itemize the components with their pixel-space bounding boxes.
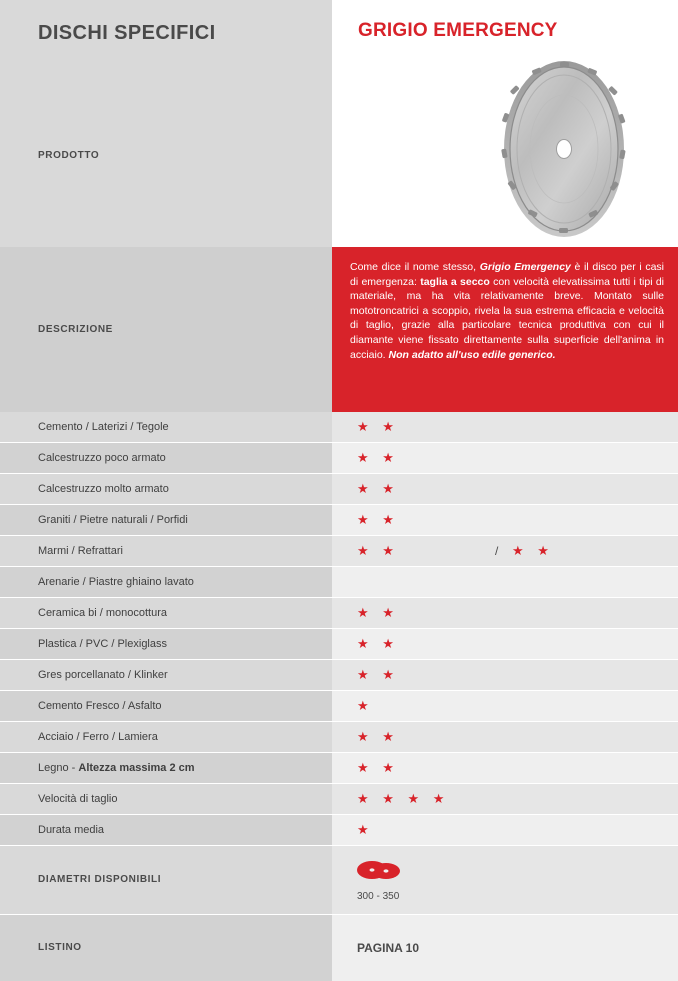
table-row	[0, 691, 678, 722]
row-label: Plastica / PVC / Plexiglass	[38, 638, 167, 650]
row-label-plain: Legno -	[38, 762, 79, 774]
diameters-text: 300 - 350	[357, 891, 400, 902]
row-value	[332, 753, 678, 783]
table-row	[0, 629, 678, 660]
rating-stars: ★ ★	[357, 605, 399, 620]
table-row	[0, 474, 678, 505]
rating-stars: ★ ★	[357, 636, 399, 651]
rating-stars: ★ ★	[357, 512, 399, 527]
rating-stars: ★	[357, 698, 374, 713]
desc-part2: è il disco per i casi di emergenza:	[350, 261, 664, 288]
row-label: Arenarie / Piastre ghiaino lavato	[38, 576, 194, 588]
rating-stars: ★ ★	[357, 450, 399, 465]
diameters-row	[0, 846, 678, 915]
row-value	[332, 784, 678, 814]
table-row	[0, 443, 678, 474]
rating-separator: /	[495, 544, 499, 558]
row-value	[332, 412, 678, 442]
row-label: Cemento Fresco / Asfalto	[38, 700, 162, 712]
row-label: Ceramica bi / monocottura	[38, 607, 167, 619]
rating-stars: ★ ★	[357, 543, 399, 558]
table-row	[0, 598, 678, 629]
listino-value-cell	[332, 915, 678, 981]
row-label: Velocità di taglio	[38, 793, 118, 805]
row-value	[332, 443, 678, 473]
page-title: DISCHI SPECIFICI	[38, 22, 216, 44]
row-label-bold: Altezza massima 2 cm	[78, 762, 195, 774]
desc-bold1: taglia a secco	[420, 275, 490, 288]
label-diametri: DIAMETRI DISPONIBILI	[38, 874, 162, 885]
rating-stars: ★	[357, 822, 374, 837]
desc-product-emphasis: Grigio Emergency	[479, 261, 571, 273]
diamond-blade-image	[470, 60, 658, 238]
listino-page: PAGINA 10	[357, 941, 420, 955]
rating-stars: ★ ★	[357, 667, 399, 682]
row-value	[332, 474, 678, 504]
product-title: GRIGIO EMERGENCY	[358, 20, 558, 41]
row-label: Cemento / Laterizi / Tegole	[38, 421, 169, 433]
row-label: Durata media	[38, 824, 105, 836]
table-row	[0, 784, 678, 815]
rating-stars: ★ ★	[357, 481, 399, 496]
row-label: Marmi / Refrattari	[38, 545, 123, 557]
description-text	[350, 260, 664, 362]
rating-stars-secondary: ★ ★	[512, 543, 554, 558]
table-row	[0, 753, 678, 784]
specs-table	[0, 412, 678, 981]
table-row	[0, 567, 678, 598]
row-value	[332, 629, 678, 659]
row-value	[332, 722, 678, 752]
rating-stars: ★ ★ ★ ★	[357, 791, 450, 806]
header-band	[0, 0, 678, 247]
rating-stars: ★ ★	[357, 729, 399, 744]
row-label: Calcestruzzo poco armato	[38, 452, 166, 464]
row-value	[332, 567, 678, 597]
diameters-value-cell	[332, 846, 678, 914]
label-listino: LISTINO	[38, 942, 82, 953]
table-row	[0, 412, 678, 443]
desc-part1: Come dice il nome stesso,	[350, 261, 480, 273]
label-prodotto: PRODOTTO	[38, 150, 100, 161]
desc-part3: con velocità elevatissima tutti i tipi di materiale, ma ha vita relativamente breve. Montato sulle mototroncatrici a scoppio, rivela la sua estrema efficacia e velocità di taglio, grazie alla particolare tecnica produttiva con cui il diamante viene fissato direttamente sulla superficie dell'anima in acciaio.	[350, 275, 664, 361]
row-value	[332, 598, 678, 628]
row-value	[332, 815, 678, 845]
row-value	[332, 660, 678, 690]
row-label	[38, 753, 195, 783]
row-value	[332, 505, 678, 535]
row-label: Gres porcellanato / Klinker	[38, 669, 168, 681]
row-label: Calcestruzzo molto armato	[38, 483, 169, 495]
row-value	[332, 691, 678, 721]
row-value	[332, 536, 678, 566]
listino-row	[0, 915, 678, 981]
row-label: Graniti / Pietre naturali / Porfidi	[38, 514, 188, 526]
description-panel	[332, 247, 678, 412]
table-row	[0, 660, 678, 691]
table-row	[0, 815, 678, 846]
desc-closing: Non adatto all'uso edile generico.	[388, 348, 556, 361]
table-row	[0, 536, 678, 567]
blade-pair-icon	[356, 857, 402, 888]
table-row	[0, 722, 678, 753]
table-row	[0, 505, 678, 536]
label-descrizione: DESCRIZIONE	[38, 324, 113, 335]
rating-stars: ★ ★	[357, 419, 399, 434]
rating-stars: ★ ★	[357, 760, 399, 775]
row-label: Acciaio / Ferro / Lamiera	[38, 731, 158, 743]
